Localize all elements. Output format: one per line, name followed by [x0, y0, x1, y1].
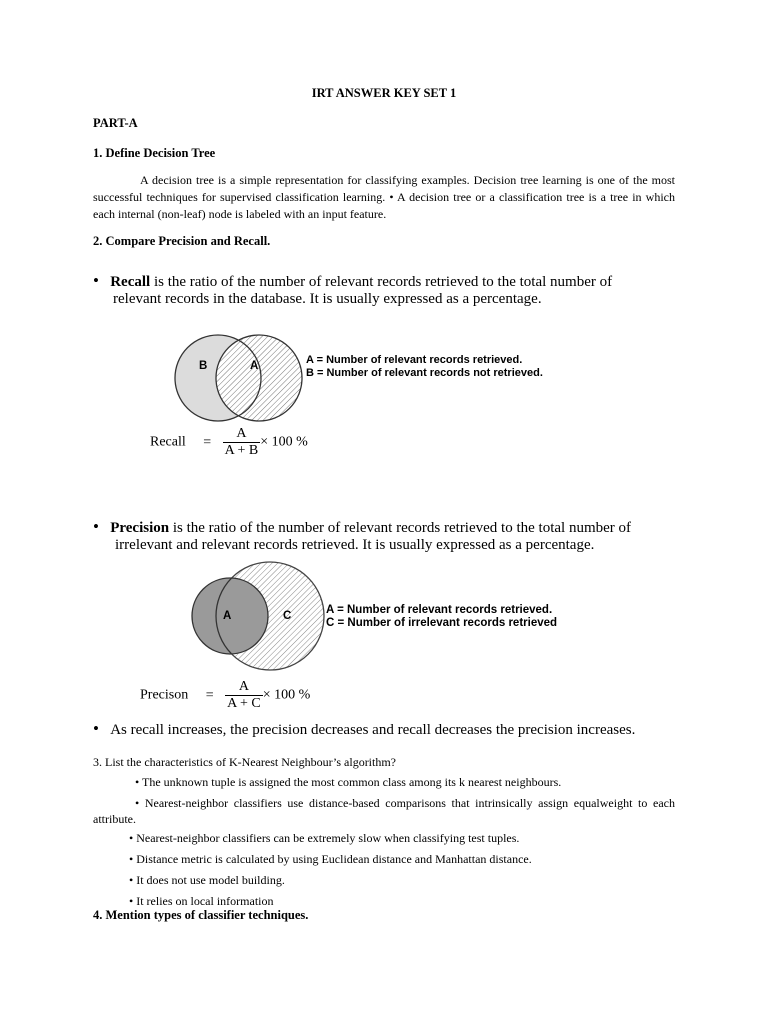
knn-item: • Distance metric is calculated by using Euclidean distance and Manhattan distance.	[129, 852, 532, 866]
precision-def-line1: is the ratio of the number of relevant records retrieved to the total number of	[169, 520, 632, 536]
tradeoff-text: As recall increases, the precision decreases and recall decreases the precision increases.	[110, 722, 636, 738]
precision-fraction	[225, 679, 263, 712]
recall-fraction	[223, 426, 261, 459]
recall-legend-a: A = Number of relevant records retrieved.	[306, 354, 523, 366]
bullet-icon: •	[93, 719, 99, 738]
recall-formula-label: Recall	[150, 434, 186, 450]
bullet-icon: •	[93, 517, 99, 536]
precision-term: Precision	[110, 520, 170, 536]
recall-formula-equals: =	[203, 434, 212, 450]
knn-item: • The unknown tuple is assigned the most common class among its k nearest neighbours.	[135, 775, 562, 789]
precision-formula	[140, 679, 310, 712]
precision-formula-equals: =	[205, 687, 214, 703]
question-1-answer: A decision tree is a simple representation for classifying examples. Decision tree learning is one of the most successful techniques for supervised classification learning. • A decision tree or a classification tree is a tree in which each internal (non-leaf) node is labeled with an input feature.	[93, 173, 675, 221]
recall-venn-diagram	[170, 332, 310, 424]
knn-item: • It does not use model building.	[129, 873, 285, 887]
recall-legend-b: B = Number of relevant records not retrieved.	[306, 367, 543, 379]
question-1-heading: 1. Define Decision Tree	[93, 146, 216, 160]
precision-venn-diagram	[190, 560, 330, 674]
recall-times-100: × 100 %	[260, 434, 308, 450]
recall-def-line1: is the ratio of the number of relevant records retrieved to the total number of	[150, 274, 613, 290]
question-2-heading: 2. Compare Precision and Recall.	[93, 234, 271, 248]
precision-circle-a-label: A	[223, 610, 232, 622]
knn-item: • Nearest-neighbor classifiers can be extremely slow when classifying test tuples.	[129, 831, 520, 845]
recall-formula	[150, 426, 308, 459]
precision-definition	[93, 517, 653, 537]
precision-def-line2: irrelevant and relevant records retrieved. It is usually expressed as a percentage.	[115, 537, 595, 553]
recall-def-line2: relevant records in the database. It is usually expressed as a percentage.	[113, 291, 542, 307]
recall-denominator: A + B	[224, 443, 259, 458]
knn-item: • Nearest-neighbor classifiers use distance-based comparisons that intrinsically assign equalweight to each attribute.	[93, 796, 675, 826]
tradeoff-statement	[93, 719, 635, 739]
precision-denominator: A + C	[227, 696, 261, 711]
precision-circle-c-label: C	[283, 610, 292, 622]
recall-circle-a	[216, 335, 302, 421]
bullet-icon: •	[93, 271, 99, 290]
precision-numerator: A	[238, 679, 249, 694]
precision-times-100: × 100 %	[262, 687, 311, 703]
page-title: IRT ANSWER KEY SET 1	[311, 86, 457, 100]
knn-item: • It relies on local information	[129, 894, 274, 908]
precision-formula-label: Precison	[140, 687, 189, 703]
precision-legend-c: C = Number of irrelevant records retrieved	[326, 617, 558, 629]
recall-definition	[93, 271, 653, 291]
recall-term: Recall	[110, 274, 151, 290]
recall-numerator: A	[236, 426, 247, 441]
question-3-heading: 3. List the characteristics of K-Nearest Neighbour’s algorithm?	[93, 755, 397, 769]
part-heading: PART-A	[93, 116, 138, 130]
question-4-heading: 4. Mention types of classifier techniques.	[93, 908, 309, 922]
recall-circle-a-label: A	[250, 360, 259, 372]
precision-legend-a: A = Number of relevant records retrieved.	[326, 604, 553, 616]
recall-circle-b-label: B	[199, 360, 208, 372]
